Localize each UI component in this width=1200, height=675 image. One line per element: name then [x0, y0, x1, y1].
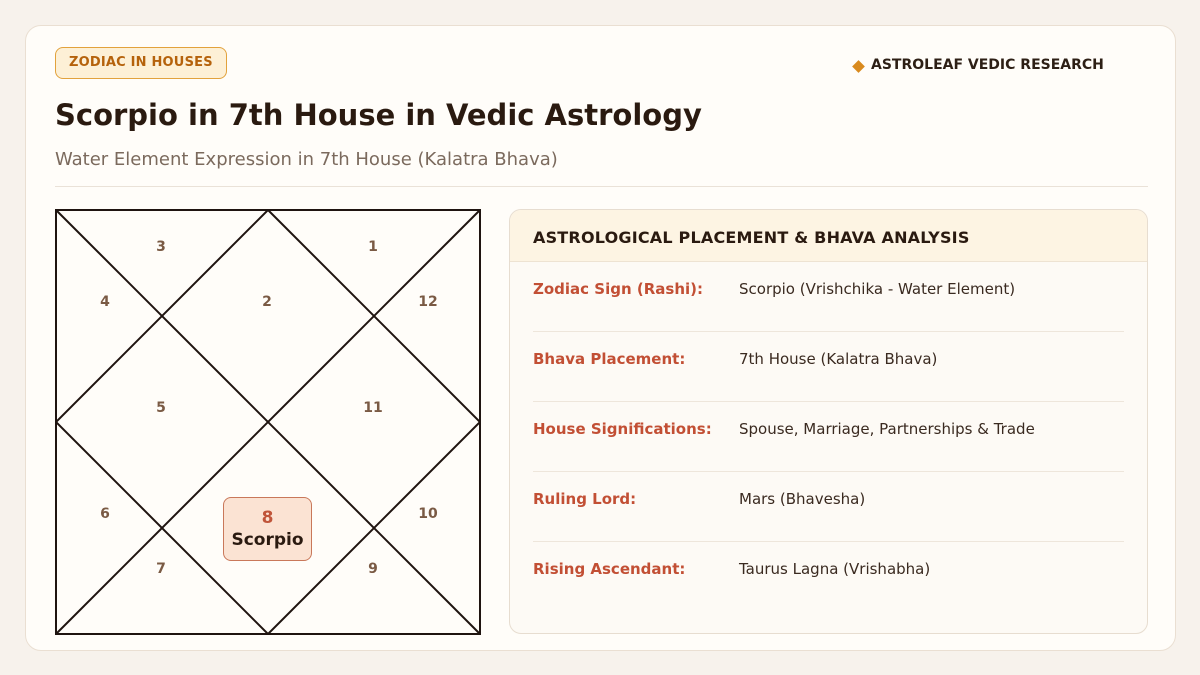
- row-value: Spouse, Marriage, Partnerships & Trade: [739, 420, 1035, 438]
- highlight-house-number: 8: [261, 508, 274, 528]
- highlight-sign: Scorpio: [231, 530, 304, 550]
- house-9: 9: [368, 561, 378, 577]
- row-value: Taurus Lagna (Vrishabha): [739, 560, 931, 578]
- analysis-row: [533, 542, 1124, 612]
- row-label: House Significations:: [533, 420, 712, 438]
- row-label: Rising Ascendant:: [533, 560, 686, 578]
- house-7: 7: [156, 561, 166, 577]
- analysis-row: [533, 472, 1124, 542]
- row-label: Bhava Placement:: [533, 350, 686, 368]
- diamond-icon: [852, 60, 865, 73]
- brand-name: ASTROLEAF VEDIC RESEARCH: [871, 57, 1104, 73]
- north-indian-birth-chart: [55, 209, 481, 635]
- row-label: Zodiac Sign (Rashi):: [533, 280, 704, 298]
- house-11: 11: [363, 400, 383, 416]
- house-1: 1: [368, 239, 378, 255]
- house-3: 3: [156, 239, 166, 255]
- house-10: 10: [418, 506, 438, 522]
- brand: [854, 57, 1104, 73]
- row-value: 7th House (Kalatra Bhava): [739, 350, 938, 368]
- highlighted-house-8: [223, 497, 312, 561]
- row-value: Mars (Bhavesha): [739, 490, 866, 508]
- house-6: 6: [100, 506, 110, 522]
- main-card: [25, 25, 1176, 651]
- analysis-rows: [510, 262, 1147, 612]
- house-2: 2: [262, 294, 272, 310]
- category-tag: ZODIAC IN HOUSES: [55, 47, 227, 79]
- panel-title: ASTROLOGICAL PLACEMENT & BHAVA ANALYSIS: [510, 210, 1147, 262]
- house-12: 12: [418, 294, 438, 310]
- chart-grid: [55, 209, 481, 635]
- house-4: 4: [100, 294, 110, 310]
- analysis-row: [533, 332, 1124, 402]
- page-subtitle: Water Element Expression in 7th House (Kalatra Bhava): [55, 149, 558, 170]
- row-value: Scorpio (Vrishchika - Water Element): [739, 280, 1016, 298]
- house-5: 5: [156, 400, 166, 416]
- page-title: Scorpio in 7th House in Vedic Astrology: [55, 98, 702, 132]
- analysis-row: [533, 262, 1124, 332]
- analysis-panel: [509, 209, 1148, 634]
- row-label: Ruling Lord:: [533, 490, 637, 508]
- analysis-row: [533, 402, 1124, 472]
- divider: [55, 186, 1148, 187]
